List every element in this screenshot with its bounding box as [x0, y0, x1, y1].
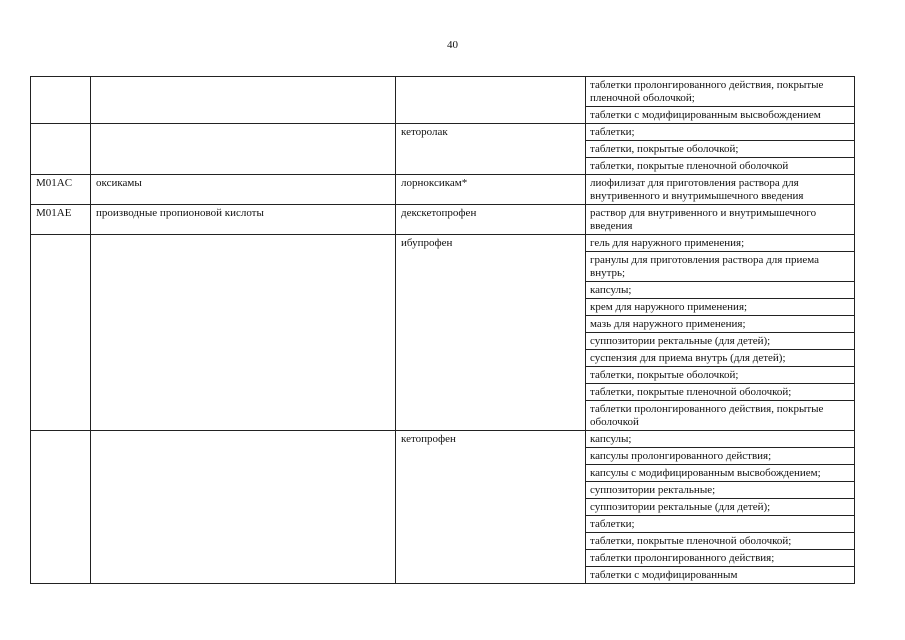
dosage-form: гель для наружного применения; [586, 235, 854, 252]
dosage-form: суппозитории ректальные; [586, 482, 854, 499]
group-cell [91, 431, 396, 584]
atc-code-cell [31, 77, 91, 124]
dosage-form: таблетки пролонгированного действия, покрытые пленочной оболочкой; [586, 77, 854, 107]
table-row [31, 205, 855, 235]
drug-table [30, 76, 855, 584]
inn-cell: кетопрофен [396, 431, 586, 584]
group-cell [91, 124, 396, 175]
dosage-form: таблетки, покрытые пленочной оболочкой [590, 160, 789, 172]
table-row [31, 235, 855, 431]
inn-cell: кеторолак [396, 124, 586, 175]
inn-cell [396, 77, 586, 124]
inn-cell: ибупрофен [396, 235, 586, 431]
dosage-form: таблетки пролонгированного действия; [586, 550, 854, 567]
dosage-form: крем для наружного применения; [586, 299, 854, 316]
dosage-form: суспензия для приема внутрь (для детей); [586, 350, 854, 367]
dosage-forms-cell [586, 235, 855, 431]
atc-code-cell [31, 235, 91, 431]
dosage-form: таблетки, покрытые оболочкой; [586, 141, 854, 158]
dosage-form: гранулы для приготовления раствора для приема внутрь; [586, 252, 854, 282]
page-number: 40 [447, 39, 458, 51]
inn-cell: декскетопрофен [396, 205, 586, 235]
table-row [31, 77, 855, 124]
atc-code-cell [31, 431, 91, 584]
dosage-form: таблетки пролонгированного действия, покрытые оболочкой [590, 403, 824, 428]
dosage-form: таблетки с модифицированным высвобождением [590, 109, 821, 121]
dosage-forms-cell [586, 175, 855, 205]
dosage-forms-cell [586, 77, 855, 124]
dosage-form: капсулы с модифицированным высвобождением; [586, 465, 854, 482]
group-cell: производные пропионовой кислоты [91, 205, 396, 235]
dosage-form: суппозитории ректальные (для детей); [586, 333, 854, 350]
dosage-form: мазь для наружного применения; [586, 316, 854, 333]
dosage-form: таблетки, покрытые пленочной оболочкой; [586, 533, 854, 550]
atc-code-cell [31, 124, 91, 175]
atc-code-cell: M01AC [31, 175, 91, 205]
dosage-form: лиофилизат для приготовления раствора для внутривенного и внутримышечного введения [590, 177, 804, 202]
dosage-form: таблетки; [586, 516, 854, 533]
table-row [31, 431, 855, 584]
table-row [31, 124, 855, 175]
dosage-form: таблетки с модифицированным [590, 569, 738, 581]
dosage-form: таблетки, покрытые оболочкой; [586, 367, 854, 384]
inn-cell: лорноксикам* [396, 175, 586, 205]
group-cell [91, 235, 396, 431]
dosage-forms-cell [586, 431, 855, 584]
dosage-form: раствор для внутривенного и внутримышечного введения [590, 207, 817, 232]
dosage-form: таблетки, покрытые пленочной оболочкой; [586, 384, 854, 401]
atc-code-cell: M01AE [31, 205, 91, 235]
dosage-forms-cell [586, 124, 855, 175]
group-cell [91, 77, 396, 124]
table-row [31, 175, 855, 205]
group-cell: оксикамы [91, 175, 396, 205]
dosage-form: капсулы; [586, 282, 854, 299]
dosage-form: таблетки; [586, 124, 854, 141]
dosage-form: капсулы; [586, 431, 854, 448]
dosage-form: суппозитории ректальные (для детей); [586, 499, 854, 516]
dosage-form: капсулы пролонгированного действия; [586, 448, 854, 465]
dosage-forms-cell [586, 205, 855, 235]
